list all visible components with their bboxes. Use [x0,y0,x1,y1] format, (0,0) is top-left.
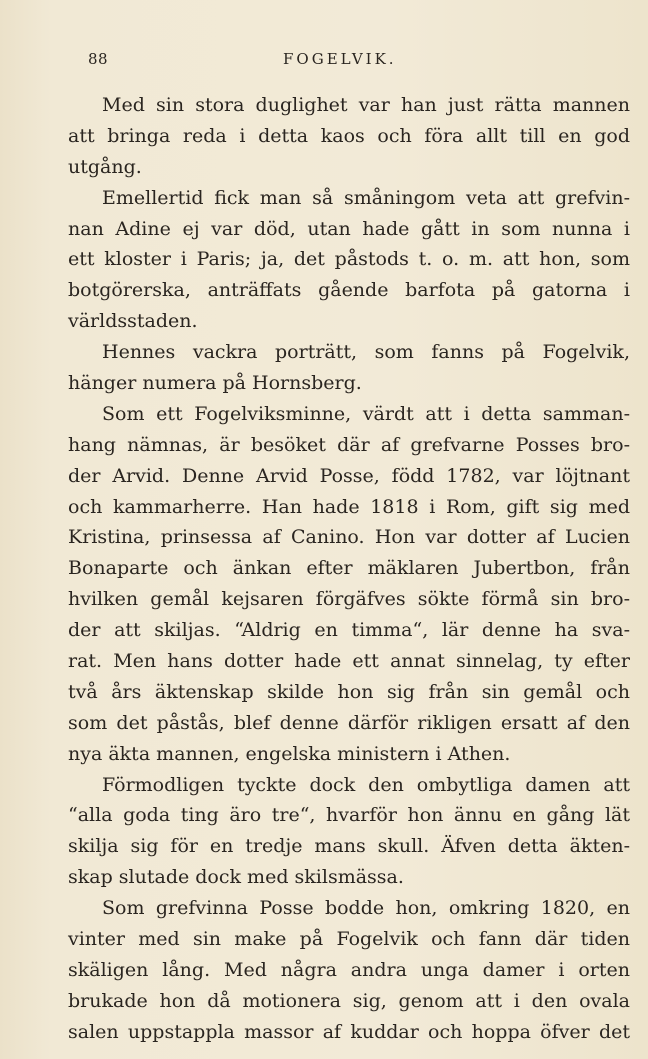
text-line: botgörerska, anträffats gående barfota på gatorna i [68,279,630,302]
text-line: hvilken gemål kejsaren förgäfves sökte förmå sin bro- [68,588,630,611]
text-line: två års äktenskap skilde hon sig från sin gemål och [68,680,630,703]
text-line: vinter med sin make på Fogelvik och fann där tiden [68,928,630,951]
text-line: Kristina, prinsessa af Canino. Hon var dotter af Lucien [68,526,630,549]
text-line: hänger numera på Hornsberg. [68,372,362,395]
text-line: Bonaparte och änkan efter mäklaren Jubertbon, från [68,557,630,580]
text-line: Med sin stora duglighet var han just rätta mannen [102,94,630,116]
text-line: som det påstås, blef denne därför rikligen ersatt af den [68,711,630,734]
text-line: ett kloster i Paris; ja, det påstods t. o. m. att hon, som [68,248,630,271]
text-line: Som ett Fogelviksminne, värdt att i detta samman- [102,402,630,425]
text-line: brukade hon då motionera sig, genom att i den ovala [68,989,630,1012]
text-line: der att skiljas. “Aldrig en timma“, lär denne ha sva- [68,619,630,642]
text-line: rat. Men hans dotter hade ett annat sinnelag, ty efter [68,650,630,673]
page-number: 88 [88,50,109,68]
text-line: Hennes vackra porträtt, som fanns på Fogelvik, [102,341,630,364]
text-line: nya äkta mannen, engelska ministern i Athen. [68,742,511,765]
text-line: “alla goda ting äro tre“, hvarför hon ännu en gång lät [68,804,630,827]
text-line: och kammarherre. Han hade 1818 i Rom, gift sig med [68,495,630,518]
text-line: der Arvid. Denne Arvid Posse, född 1782, var löjtnant [68,464,630,487]
text-line: Som grefvinna Posse bodde hon, omkring 1820, en [102,897,630,920]
text-line: att bringa reda i detta kaos och föra allt till en god [68,124,630,147]
text-line: skäligen lång. Med några andra unga damer i orten [68,958,630,981]
page-header [0,50,648,74]
running-title: FOGELVIK. [283,50,397,68]
text-line: världsstaden. [68,310,198,333]
text-line: hang nämnas, är besöket där af grefvarne Posses bro- [68,433,630,456]
text-line: salen uppstappla massor af kuddar och hoppa öfver det [68,1020,630,1043]
text-line: nan Adine ej var död, utan hade gått in som nunna i [68,217,630,240]
body-text [68,90,630,1048]
text-line: utgång. [68,155,142,178]
text-line: skilja sig för en tredje mans skull. Äfven detta äkten- [68,835,630,858]
text-line: skap slutade dock med skilsmässa. [68,866,404,889]
text-line: Emellertid fick man så småningom veta att grefvin- [102,186,630,209]
text-line: Förmodligen tyckte dock den ombytliga damen att [102,773,630,796]
